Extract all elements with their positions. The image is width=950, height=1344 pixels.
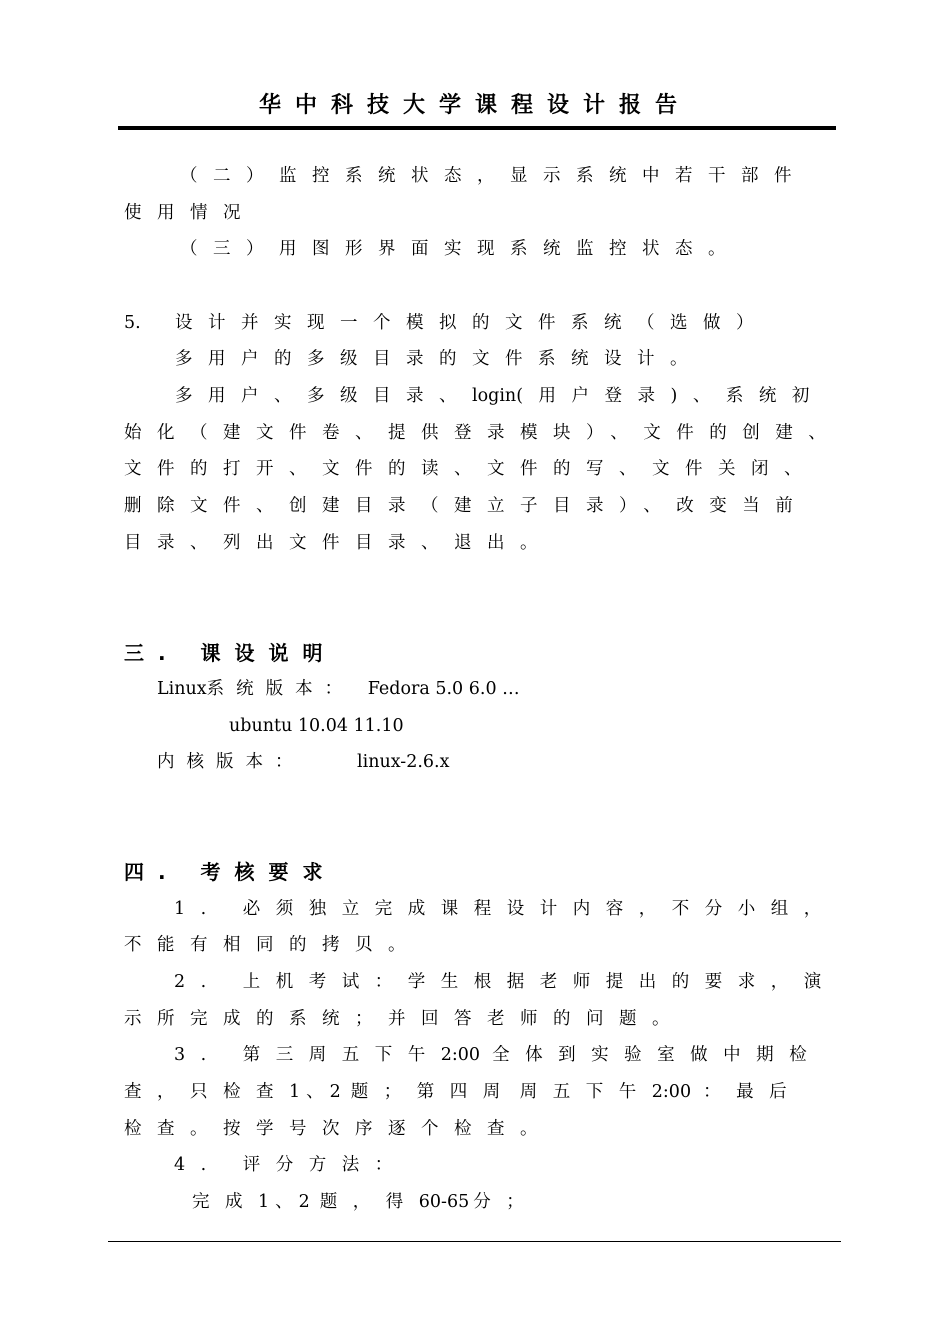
req2-line1: 2. 上机考试：学生根据老师提出的要求，演: [174, 972, 837, 992]
req4-sub-b: 题，得: [319, 1192, 419, 1212]
footer-rule: [108, 1241, 841, 1242]
os-label-latin: Linux: [157, 679, 207, 699]
item2-line2: 使用情况: [124, 203, 256, 223]
page-header-title: 华中科技大学课程设计报告: [258, 93, 691, 118]
req3-line1: [174, 1044, 822, 1066]
req1-line2: 不能有相同的拷贝。: [124, 935, 421, 955]
item5-p5: 目录、列出文件目录、退出。: [124, 533, 553, 553]
req3-line2-b: 题；第四周: [350, 1082, 516, 1102]
req4-sub-a: 完成: [192, 1192, 258, 1212]
req3-line3: 检查。按学号次序逐个检查。: [124, 1119, 553, 1139]
req4-sub-c: 分；: [473, 1192, 540, 1212]
req2-line2: 示所完成的系统；并回答老师的问题。: [124, 1009, 685, 1029]
req3-nums: 1、2: [289, 1082, 347, 1102]
item5-number: 5.: [124, 313, 141, 333]
item5-title: 设计并实现一个模拟的文件系统（选做）: [175, 313, 769, 333]
item2-line1: （二）监控系统状态，显示系统中若干部件: [180, 166, 807, 186]
kernel-value: linux-2.6.x: [357, 752, 450, 772]
req3-line2-d: ：最后: [703, 1082, 803, 1102]
req3-line2-c: 周五下午: [519, 1082, 652, 1102]
req3-time2: 2:00: [651, 1082, 692, 1102]
req4-sub: [192, 1191, 539, 1213]
item5-sub: 多用户的多级目录的文件系统设计。: [175, 349, 703, 369]
os-value: Fedora 5.0 6.0 …: [367, 679, 520, 699]
item5-p1-suffix: (用户登录)、系统初: [516, 386, 825, 406]
item5-p2: 始化（建文件卷、提供登录模块）、文件的创建、: [124, 423, 842, 443]
section3-heading: 三. 课设说明: [124, 641, 337, 665]
req3-line1-a: 3. 第三周五下午: [174, 1045, 441, 1065]
req4-line: 4. 评分方法：: [174, 1155, 408, 1175]
item5-p4: 删除文件、创建目录（建立子目录）、改变当前: [124, 496, 809, 516]
req3-line1-b: 全体到实验室做中期检: [492, 1045, 823, 1065]
section4-heading: 四. 考核要求: [124, 860, 337, 884]
item5-p1: [175, 385, 825, 407]
os-label: 系统版本：: [206, 679, 355, 699]
item5-p1-login: login: [472, 386, 517, 406]
req4-sub-nums: 1、2: [258, 1192, 316, 1212]
req1-line1: 1. 必须独立完成课程设计内容，不分小组，: [174, 899, 837, 919]
kernel-version-line: [157, 751, 450, 773]
header-rule: [118, 126, 836, 130]
item5-p3: 文件的打开、文件的读、文件的写、文件关闭、: [124, 459, 817, 479]
item5-p1-prefix: 多用户、多级目录、: [175, 386, 472, 406]
os-value2: ubuntu 10.04 11.10: [229, 716, 404, 736]
req3-line2-a: 查，只检查: [124, 1082, 289, 1102]
kernel-label: 内核版本：: [157, 752, 305, 772]
req3-line2: [124, 1081, 802, 1103]
req4-sub-score: 60-65: [418, 1192, 470, 1212]
os-version-line: [157, 678, 520, 700]
item3-line: （三）用图形界面实现系统监控状态。: [180, 239, 741, 259]
req3-time1: 2:00: [440, 1045, 481, 1065]
